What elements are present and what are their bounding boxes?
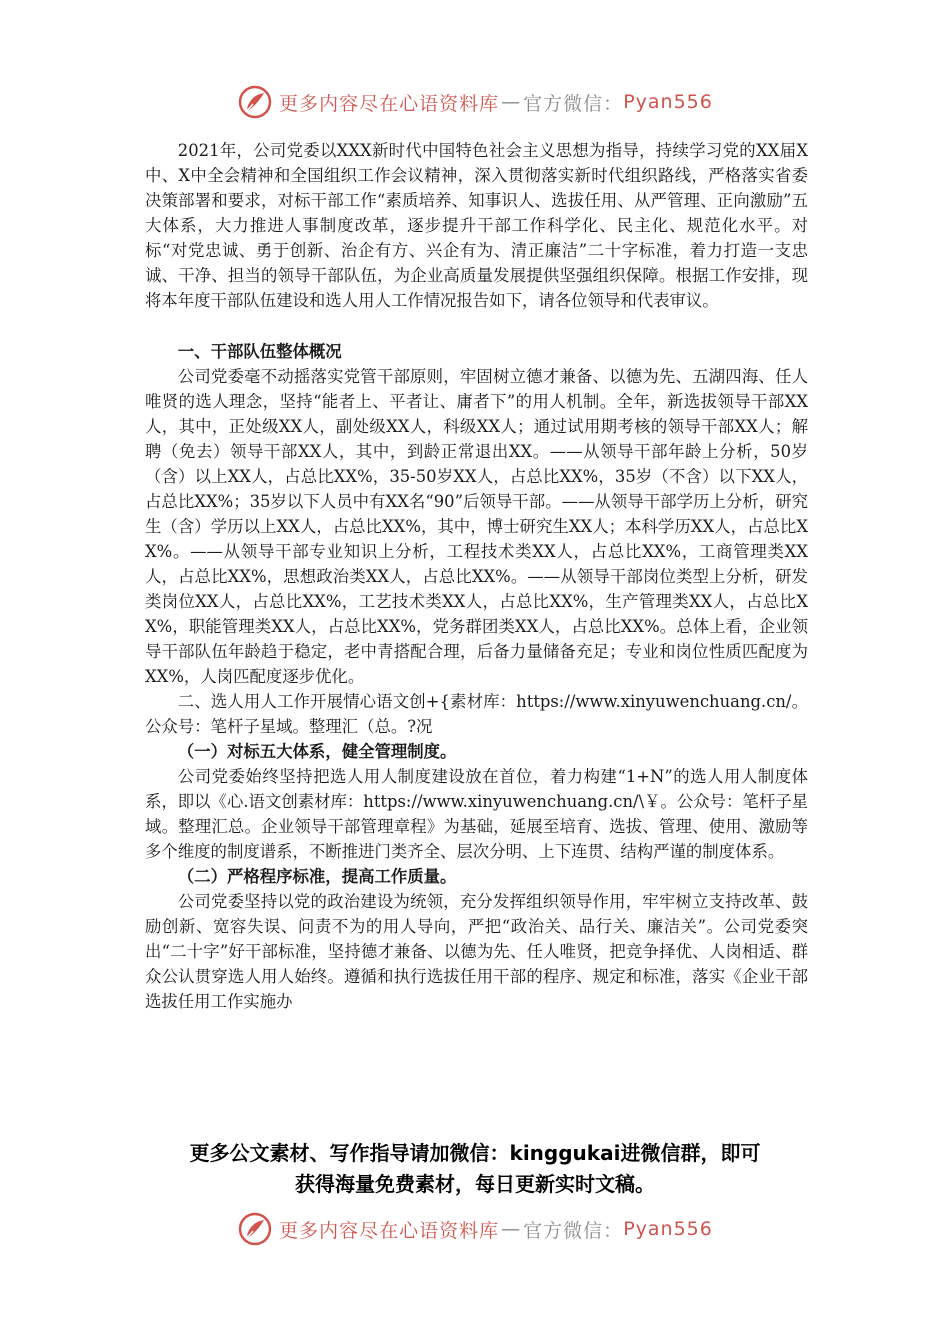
intro-paragraph: 2021年，公司党委以XXX新时代中国特色社会主义思想为指导，持续学习党的XX届X中、X中全会精神和全国组织工作会议精神，深入贯彻落实新时代组织路线，严格落实省委决策部署和要求，对标干部工作“素质培养、知事识人、选拔任用、从严管理、正向激励”五大体系，大力推进人事制度改革，逐步提升干部工作科学化、民主化、规范化水平。对标“对党忠诚、勇于创新、治企有方、兴企有为、清正廉洁”二十字标准，着力打造一支忠诚、干净、担当的领导干部队伍，为企业高质量发展提供坚强组织保障。根据工作安排，现将本年度干部队伍建设和选人用人工作情况报告如下，请各位领导和代表审议。	[145, 141, 808, 310]
banner-dash: —	[501, 1218, 522, 1240]
section1-paragraph: 公司党委毫不动摇落实党管干部原则，牢固树立德才兼备、以德为先、五湖四海、任人唯贤的选人理念，坚持“能者上、平者让、庸者下”的用人机制。全年，新选拔领导干部XX人，其中，正处级XX人，副处级XX人，科级XX人；通过试用期考核的领导干部XX人；解聘（免去）领导干部XX人，其中，到龄正常退出XX。——从领导干部年龄上分析，50岁（含）以上XX人，占总比XX%，35-50岁XX人，占总比XX%，35岁（不含）以下XX人，占总比XX%；35岁以下人员中有XX名“90”后领导干部。——从领导干部学历上分析，研究生（含）学历以上XX人，占总比XX%，其中，博士研究生XX人；本科学历XX人，占总比XX%。——从领导干部专业知识上分析，工程技术类XX人，占总比XX%，工商管理类XX人，占总比XX%，思想政治类XX人，占总比XX%。——从领导干部岗位类型上分析，研发类岗位XX人，占总比XX%，工艺技术类XX人，占总比XX%，生产管理类XX人，占总比XX%，职能管理类XX人，占总比XX%，党务群团类XX人，占总比XX%。总体上看，企业领导干部队伍年龄趋于稳定，老中青搭配合理，后备力量储备充足；专业和岗位性质匹配度为XX%，人岗匹配度逐步优化。	[145, 367, 808, 686]
subsection2-paragraph: 公司党委坚持以党的政治建设为统领，充分发挥组织领导作用，牢牢树立支持改革、鼓励创新、宽容失误、问责不为的用人导向，严把“政治关、品行关、廉洁关”。公司党委突出“二十字”好干部标准，坚持德才兼备、以德为先、任人唯贤，把竞争择优、人岗相适、群众公认贯穿选人用人始终。遵循和执行选拔任用干部的程序、规定和标准，落实《企业干部选拔任用工作实施办	[145, 892, 808, 1011]
subsection2-heading: （二）严格程序标准，提高工作质量。	[177, 867, 457, 886]
section2-heading: 二、选人用人工作开展情心语文创+{素材库：https://www.xinyuwenchuang.cn/。公众号：笔杆子星域。整理汇（总。?况	[145, 692, 808, 736]
banner-text: 更多内容尽在心语资料库	[279, 1219, 500, 1242]
banner-text: 更多内容尽在心语资料库	[279, 92, 500, 115]
footer-banner	[0, 1209, 950, 1249]
section1-heading: 一、干部队伍整体概况	[177, 342, 342, 361]
subsection1-heading: （一）对标五大体系，健全管理制度。	[177, 742, 457, 761]
document-body	[145, 138, 808, 1014]
logo-icon	[237, 84, 273, 120]
banner-wechat-label: 官方微信：	[523, 92, 624, 115]
logo-icon	[237, 1211, 273, 1247]
banner-wechat-label: 官方微信：	[523, 1219, 624, 1242]
banner-account: Pyan556	[623, 1218, 713, 1240]
subsection1-paragraph: 公司党委始终坚持把选人用人制度建设放在首位，着力构建“1+N”的选人用人制度体系，即以《心.语文创素材库：https://www.xinyuwenchuang.cn/\￥。公众号：笔杆子星域。整理汇总。企业领导干部管理章程》为基础，延展至培育、选拔、管理、使用、激励等多个维度的制度谱系，不断推进门类齐全、层次分明、上下连贯、结构严谨的制度体系。	[145, 767, 808, 861]
promo-notice	[0, 1138, 950, 1200]
promo-line-2: 获得海量免费素材，每日更新实时文稿。	[295, 1172, 655, 1196]
banner-account: Pyan556	[623, 91, 713, 113]
promo-line-1: 更多公文素材、写作指导请加微信：kinggukai进微信群，即可	[189, 1141, 761, 1165]
banner-dash: —	[501, 91, 522, 113]
header-banner	[0, 82, 950, 122]
